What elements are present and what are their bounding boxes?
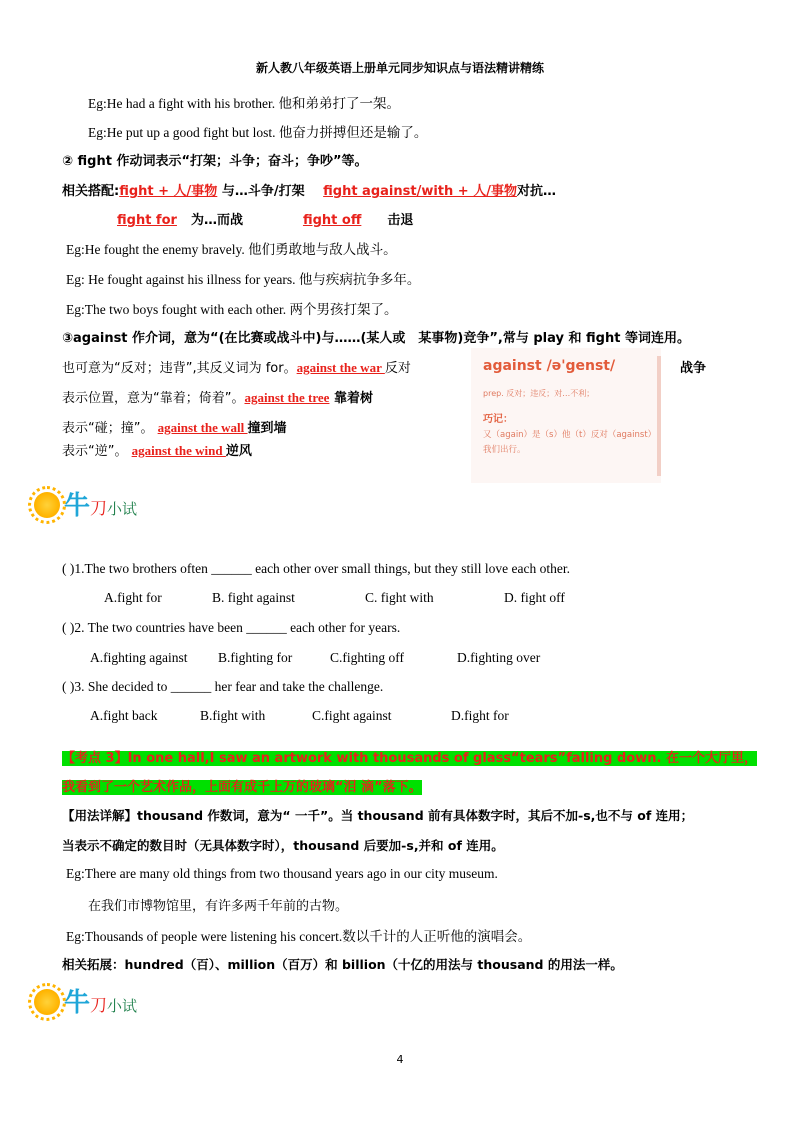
against-meaning-hit (62, 417, 287, 436)
example-sentence: Eg:The two boys fought with each other. 两个男孩打架了。 (66, 302, 398, 317)
page-header: 新人教八年级英语上册单元同步知识点与语法精讲精练 (255, 61, 544, 75)
example-sentence: Eg:He put up a good fight but lost. 他奋力拼搏但还是输了。 (88, 125, 428, 140)
badge-char: 牛 (64, 491, 91, 521)
collocations-label: 相关搭配: (62, 184, 120, 199)
example-sentence: Eg: He fought against his illness for years. 他与疾病抗争多年。 (66, 272, 421, 287)
key-point-3-line2 (62, 776, 422, 795)
against-meaning-contrary (62, 440, 252, 459)
against-meaning-position (62, 387, 373, 406)
against-meaning-oppose (62, 357, 411, 376)
card-definition: prep. 反对；违反；对…不利； (483, 389, 595, 398)
meaning-text: 表示“碰；撞”。 (62, 421, 158, 436)
meaning-text: 反对 (384, 361, 411, 376)
quiz-option: B.fighting for (218, 650, 293, 665)
collocation-fight-against: fight against/with + 人/事物 (323, 184, 517, 199)
usage-detail: 【用法详解】thousand 作数词，意为“ 一千”。当 thousand 前有具体数字时，其后不加-s,也不与 of 连用； (62, 808, 694, 823)
sun-icon (34, 492, 60, 518)
collocation-meaning: 与…斗争/打架 (217, 184, 310, 199)
section-heading: ③against 作介词，意为“(在比赛或战斗中)与……(某人或 某事物)竞争”,常与 play 和 fight 等词连用。 (62, 331, 690, 346)
quiz-option: A.fight for (104, 590, 162, 605)
section-heading: ② fight 作动词表示“打架；斗争；奋斗；争吵”等。 (62, 154, 368, 169)
meaning-text: 撞到墙 (247, 421, 287, 436)
badge-char: 小 (107, 997, 123, 1015)
quiz-question: ( )2. The two countries have been ______ each other for years. (62, 620, 401, 635)
meaning-text-war: 战争 (680, 361, 707, 376)
example-sentence: Eg:Thousands of people were listening his concert.数以千计的人正听他的演唱会。 (66, 929, 532, 944)
badge-char: 刀 (90, 996, 108, 1016)
collocation-fight: fight + 人/事物 (119, 184, 218, 199)
collocation-meaning: 为…而战 (190, 213, 243, 228)
collocation-fight-off: fight off (302, 213, 362, 228)
sun-icon (34, 989, 60, 1015)
meaning-text: 表示位置，意为“靠着；倚着”。 (62, 391, 245, 406)
phrase-against-the-wind: against the wind (131, 443, 226, 458)
collocation-meaning: 击退 (387, 213, 414, 228)
related-extension: 相关拓展：hundred（百）、million（百万）和 billion（十亿的用法与 thousand 的用法一样。 (62, 957, 623, 972)
practice-badge (64, 485, 137, 522)
quiz-option: B. fight against (212, 590, 295, 605)
meaning-text: 逆风 (225, 444, 252, 459)
quiz-option: D.fight for (451, 708, 509, 723)
meaning-text: 也可意为“反对；违背”,其反义词为 for。 (62, 361, 297, 376)
example-translation: 在我们市博物馆里，有许多两千年前的古物。 (88, 899, 349, 914)
key-point-highlight: 【考点 3】In one hall,I saw an artwork with thousands of glass“tears”falling down. 在一个大厅里， (62, 751, 757, 766)
badge-char: 小 (107, 500, 123, 518)
quiz-option: D.fighting over (457, 650, 541, 665)
badge-char: 试 (122, 500, 138, 518)
badge-char: 试 (122, 997, 138, 1015)
quiz-question: ( )3. She decided to ______ her fear and take the challenge. (62, 679, 384, 694)
quiz-option: A.fighting against (90, 650, 188, 665)
phrase-against-the-wall: against the wall (157, 420, 248, 435)
example-sentence: Eg:There are many old things from two thousand years ago in our city museum. (66, 866, 498, 881)
collocations-line-2 (117, 209, 413, 228)
meaning-text: 靠着树 (329, 391, 373, 406)
card-divider (657, 356, 661, 476)
quiz-question: ( )1.The two brothers often ______ each other over small things, but they still love each other. (62, 561, 570, 576)
quiz-option: D. fight off (504, 590, 565, 605)
card-tip-text: 又（again）是（s）他（t）反对（against）我们出行。 (483, 430, 652, 455)
quiz-option: C.fighting off (330, 650, 404, 665)
key-point-3-line1 (62, 747, 757, 766)
phrase-against-the-war: against the war (296, 360, 385, 375)
example-sentence: Eg:He fought the enemy bravely. 他们勇敢地与敌人战斗。 (66, 242, 397, 257)
page-number: 4 (396, 1053, 404, 1066)
collocation-fight-for: fight for (117, 213, 177, 228)
example-sentence: Eg:He had a fight with his brother. 他和弟弟打了一架。 (88, 96, 400, 111)
key-point-highlight: 我看到了一个艺术作品，上面有成千上万的玻璃“泪 滴”落下。 (62, 780, 422, 795)
card-word: against /ə'genst/ (483, 358, 616, 374)
vocabulary-card (471, 348, 661, 483)
phrase-against-the-tree: against the tree (244, 390, 330, 405)
usage-detail: 当表示不确定的数目时（无具体数字时），thousand 后要加-s,并和 of 连用。 (62, 838, 504, 853)
collocations-line (62, 180, 556, 199)
badge-char: 牛 (64, 988, 91, 1018)
card-tip-label: 巧记： (483, 414, 513, 425)
meaning-text: 表示“逆”。 (62, 444, 132, 459)
quiz-option: C.fight against (312, 708, 392, 723)
quiz-option: A.fight back (90, 708, 158, 723)
badge-char: 刀 (90, 499, 108, 519)
collocation-meaning: 对抗… (516, 184, 556, 199)
quiz-option: C. fight with (365, 590, 434, 605)
quiz-option: B.fight with (200, 708, 266, 723)
practice-badge (64, 982, 137, 1019)
